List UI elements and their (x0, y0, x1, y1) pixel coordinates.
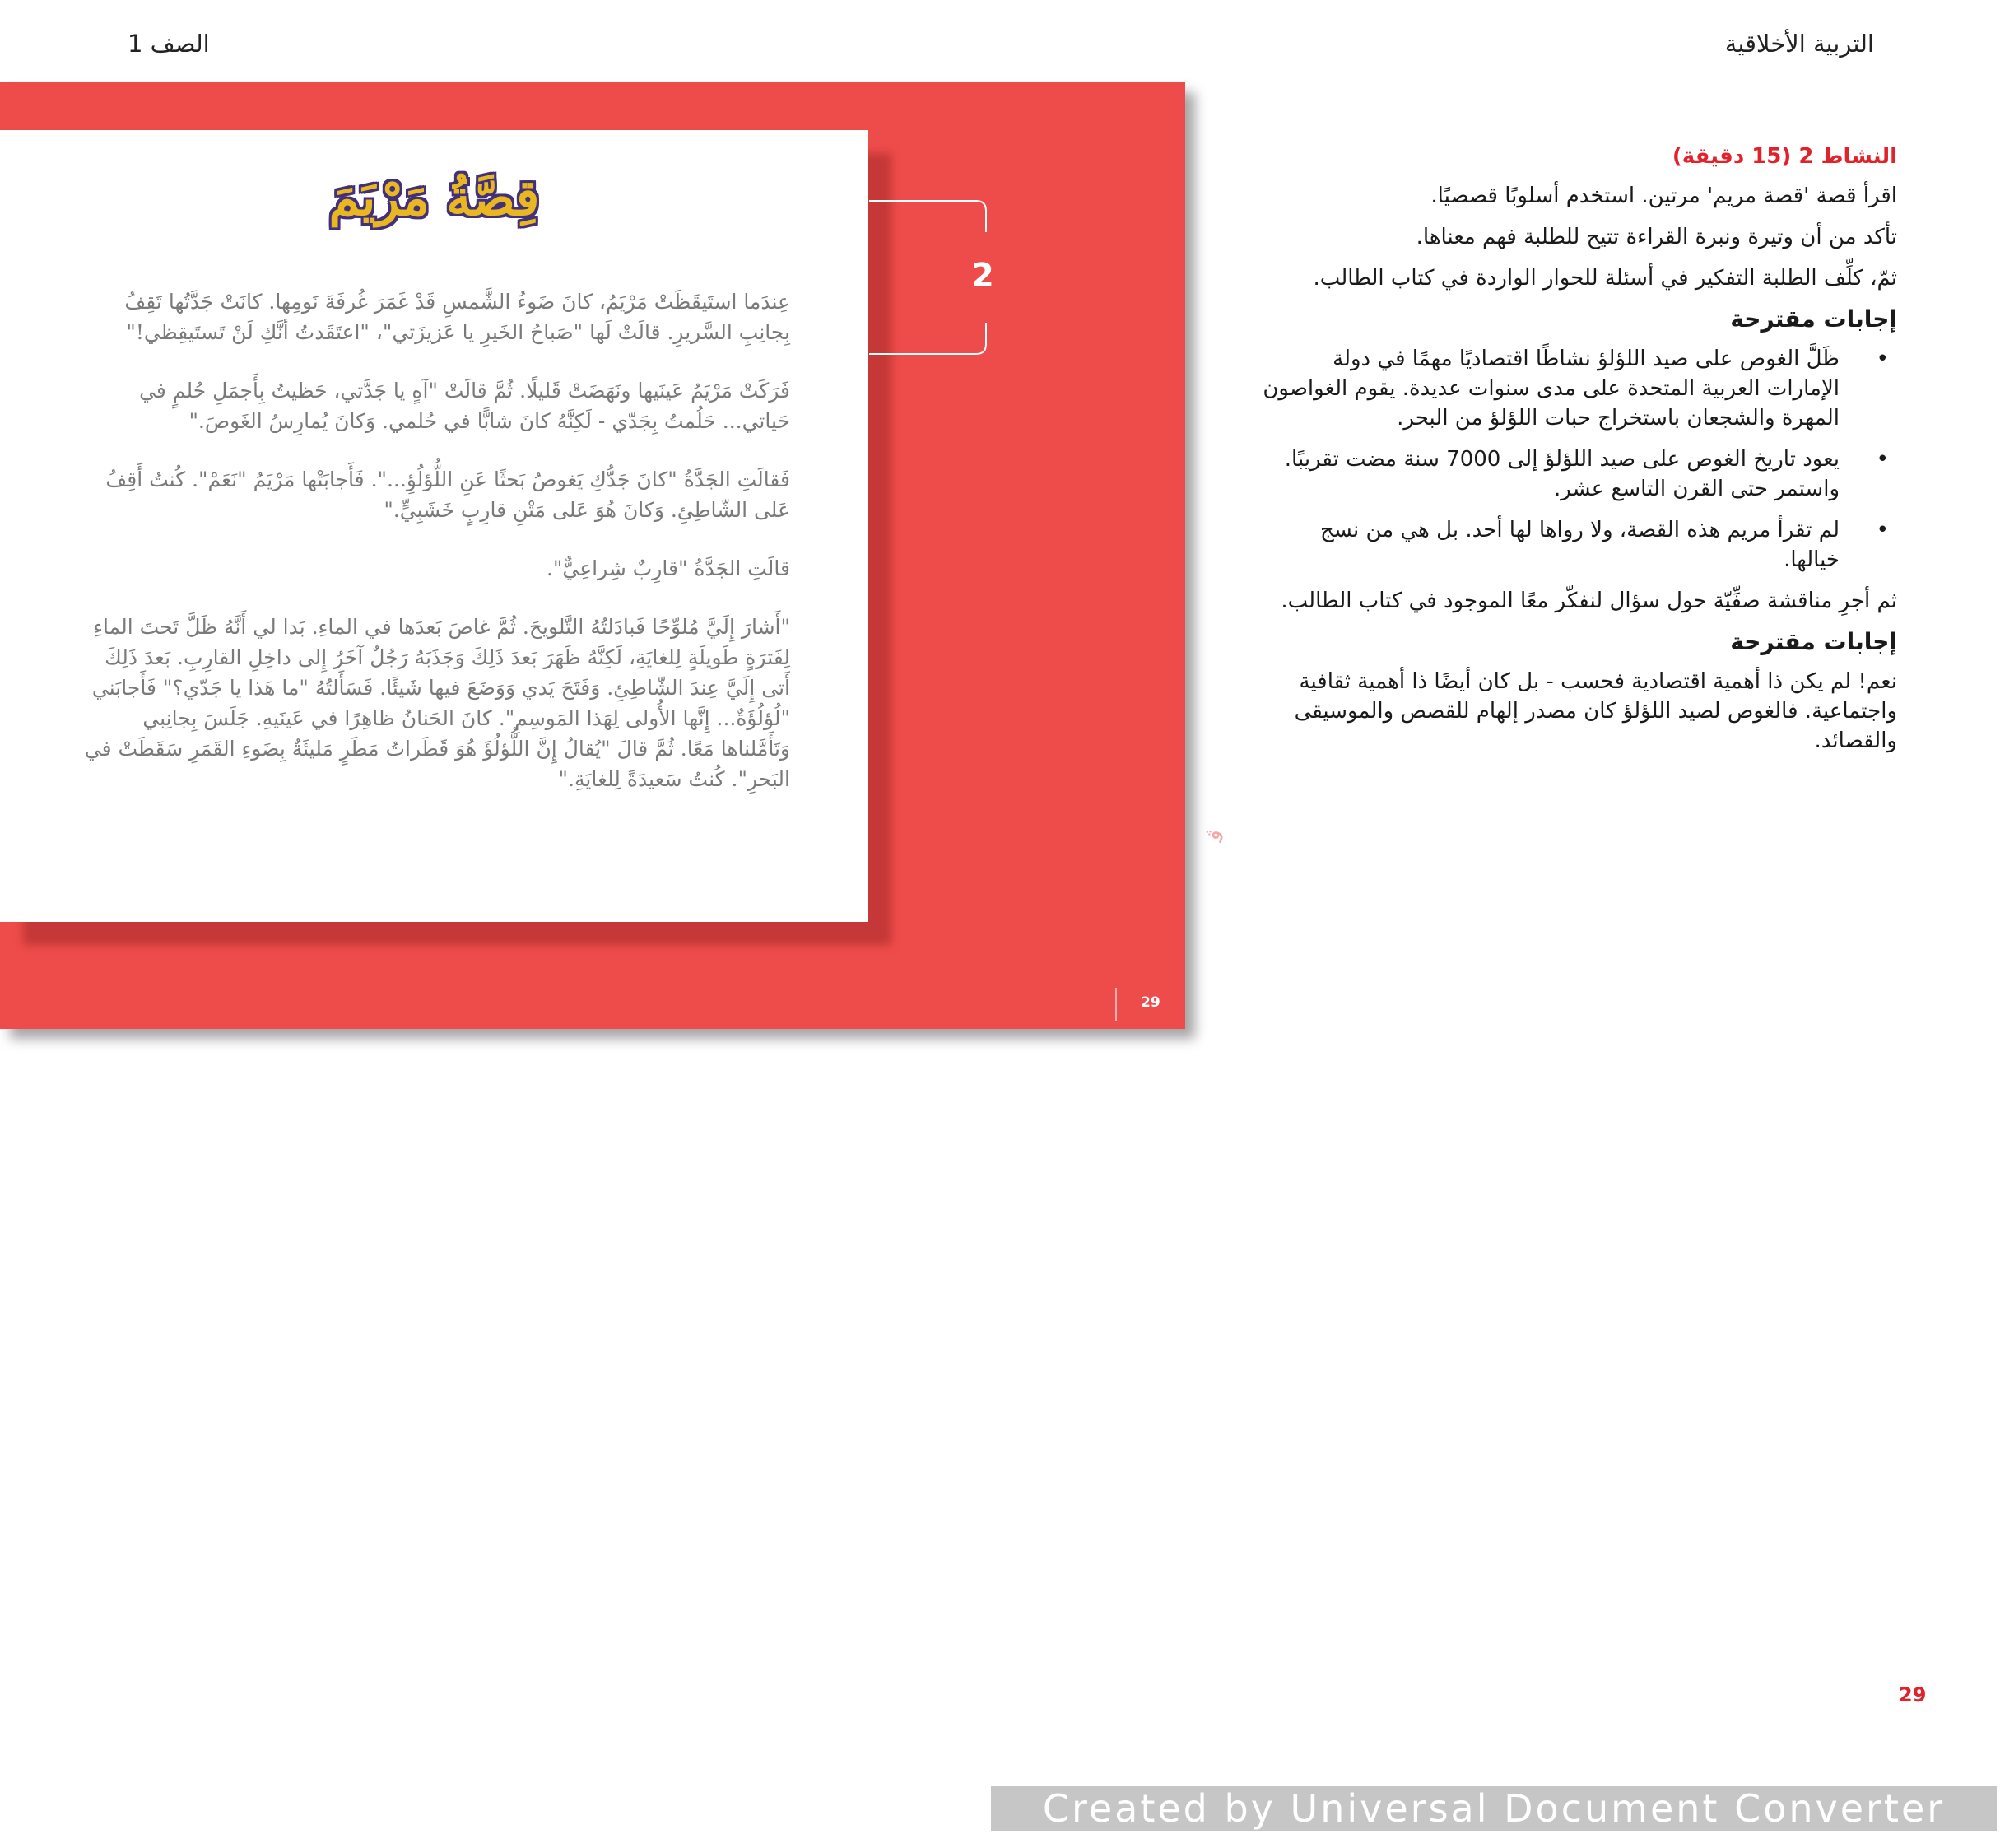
teacher-guide-column (1259, 142, 1897, 767)
instruction-paragraph: اقرأ قصة 'قصة مريم' مرتين. استخدم أسلوبًا قصصيًا. (1430, 184, 1897, 208)
suggested-answers-heading: إجابات مقترحة (1730, 305, 1897, 333)
watermark-mark: ﭬ (1200, 825, 1230, 845)
story-title: قِصَّةُ مَرْيَمَ (328, 170, 540, 227)
converter-watermark: Created by Universal Document Converter (991, 1786, 1997, 1831)
story-card (0, 130, 868, 922)
page-divider (1115, 988, 1117, 1021)
suggested-answers-heading: إجابات مقترحة (1730, 628, 1897, 655)
instruction-paragraph: تأكد من أن وتيرة ونبرة القراءة تتيح للطلبة فهم معناها. (1416, 225, 1897, 249)
story-paragraph: فَقالَتِ الجَدَّةُ "كانَ جَدُّكِ يَغوصُ بَحثًا عَنِ اللُّؤلُؤِ...". فَأَجابَتْها مَرْيَمُ "نَعَمْ". كُنتُ أَقِفُ عَلى الشّاطِئِ. وَكانَ هُوَ عَلى مَتْنِ قارِبٍ خَشَبِيٍّ." (105, 468, 790, 522)
story-number: 2 (971, 257, 994, 295)
book-page-number: 29 (1141, 994, 1160, 1011)
header-grade: الصف 1 (128, 30, 210, 58)
page-number: 29 (1899, 1683, 1927, 1706)
book-page-image (0, 82, 1185, 1029)
header-subject: التربية الأخلاقية (1724, 30, 1874, 58)
activity-title: النشاط 2 (15 دقيقة) (1672, 144, 1897, 169)
answer-paragraph: نعم! لم يكن ذا أهمية اقتصادية فحسب - بل كان أيضًا ذا أهمية ثقافية واجتماعية. فالغوص لصيد اللؤلؤ كان مصدر إلهام للقصص والموسيقى والقصائد. (1294, 669, 1897, 753)
story-body (78, 286, 790, 822)
story-paragraph: عِندَما استَيقَظَتْ مَرْيَمُ، كانَ ضَوءُ الشَّمسِ قَدْ غَمَرَ غُرفَةَ نَومِها. كانَتْ جَدَّتُها تَقِفُ بِجانِبِ السَّريرِ. قالَتْ لَها "صَباحُ الخَيرِ يا عَزيزَتي"، "اعتَقَدتُ أنَّكِ لَنْ تَستَيقِظي!" (124, 290, 790, 344)
list-item: • لم تقرأ مريم هذه القصة، ولا رواها لها أحد. بل هي من نسج خيالها. (1259, 515, 1840, 575)
list-item: • يعود تاريخ الغوص على صيد اللؤلؤ إلى 7000 سنة مضت تقريبًا. واستمر حتى القرن التاسع عشر. (1259, 445, 1840, 504)
answers-list (1259, 344, 1897, 575)
story-paragraph: فَرَكَتْ مَرْيَمُ عَينَيها ونَهَضَتْ قَليلًا. ثُمَّ قالَتْ "آهٍ يا جَدَّتي، حَظيتُ بِأَجمَلِ حُلمٍ في حَياتي... حَلُمتُ بِجَدّي - لَكِنَّهُ كانَ شابًّا في حُلمي. وَكانَ يُمارِسُ الغَوصَ." (139, 379, 790, 433)
instruction-paragraph: ثم أجرِ مناقشة صفِّيّة حول سؤال لنفكّر معًا الموجود في كتاب الطالب. (1281, 589, 1897, 613)
story-paragraph: قالَتِ الجَدَّةُ "قارِبٌ شِراعِيٌّ". (546, 556, 790, 580)
instruction-paragraph: ثمّ، كلِّف الطلبة التفكير في أسئلة للحوار الواردة في كتاب الطالب. (1313, 266, 1897, 291)
list-item: • ظَلَّ الغوص على صيد اللؤلؤ نشاطًا اقتصاديًا مهمًا في دولة الإمارات العربية المتحدة على مدى سنوات عديدة. يقوم الغواصون المهرة والشجعان باستخراج حبات اللؤلؤ من البحر. (1259, 344, 1840, 433)
story-paragraph: "أَشارَ إِلَيَّ مُلوِّحًا فَبادَلتُهُ التَّلويحَ. ثُمَّ غاصَ بَعدَها في الماءِ. بَدا لي أَنَّهُ ظَلَّ تَحتَ الماءِ لِفَترَةٍ طَويلَةٍ لِلغايَةِ، لَكِنَّهُ ظَهَرَ بَعدَ ذَلِكَ وَجَذَبَهُ رَجُلٌ آخَرُ إِلى داخِلِ القارِبِ. بَعدَ ذَلِكَ أَتى إِلَيَّ عِندَ الشّاطِئِ. وَفَتَحَ يَدي وَوَضَعَ فيها شَيئًا. فَسَأَلتُهُ "ما هَذا يا جَدّي؟" فَأَجابَني "لُؤلُؤَةٌ... إِنَّها الأُولى لِهَذا المَوسِمِ". كانَ الحَنانُ ظاهِرًا في عَينَيهِ. جَلَسَ بِجانِبي وَتَأَمَّلناها مَعًا. ثُمَّ قالَ "يُقالُ إِنَّ اللُّؤلُؤَ هُوَ قَطَراتُ مَطَرٍ مَليئَةٌ بِضَوءِ القَمَرِ سَقَطَتْ في البَحرِ". كُنتُ سَعيدَةً لِلغايَةِ." (84, 615, 790, 791)
